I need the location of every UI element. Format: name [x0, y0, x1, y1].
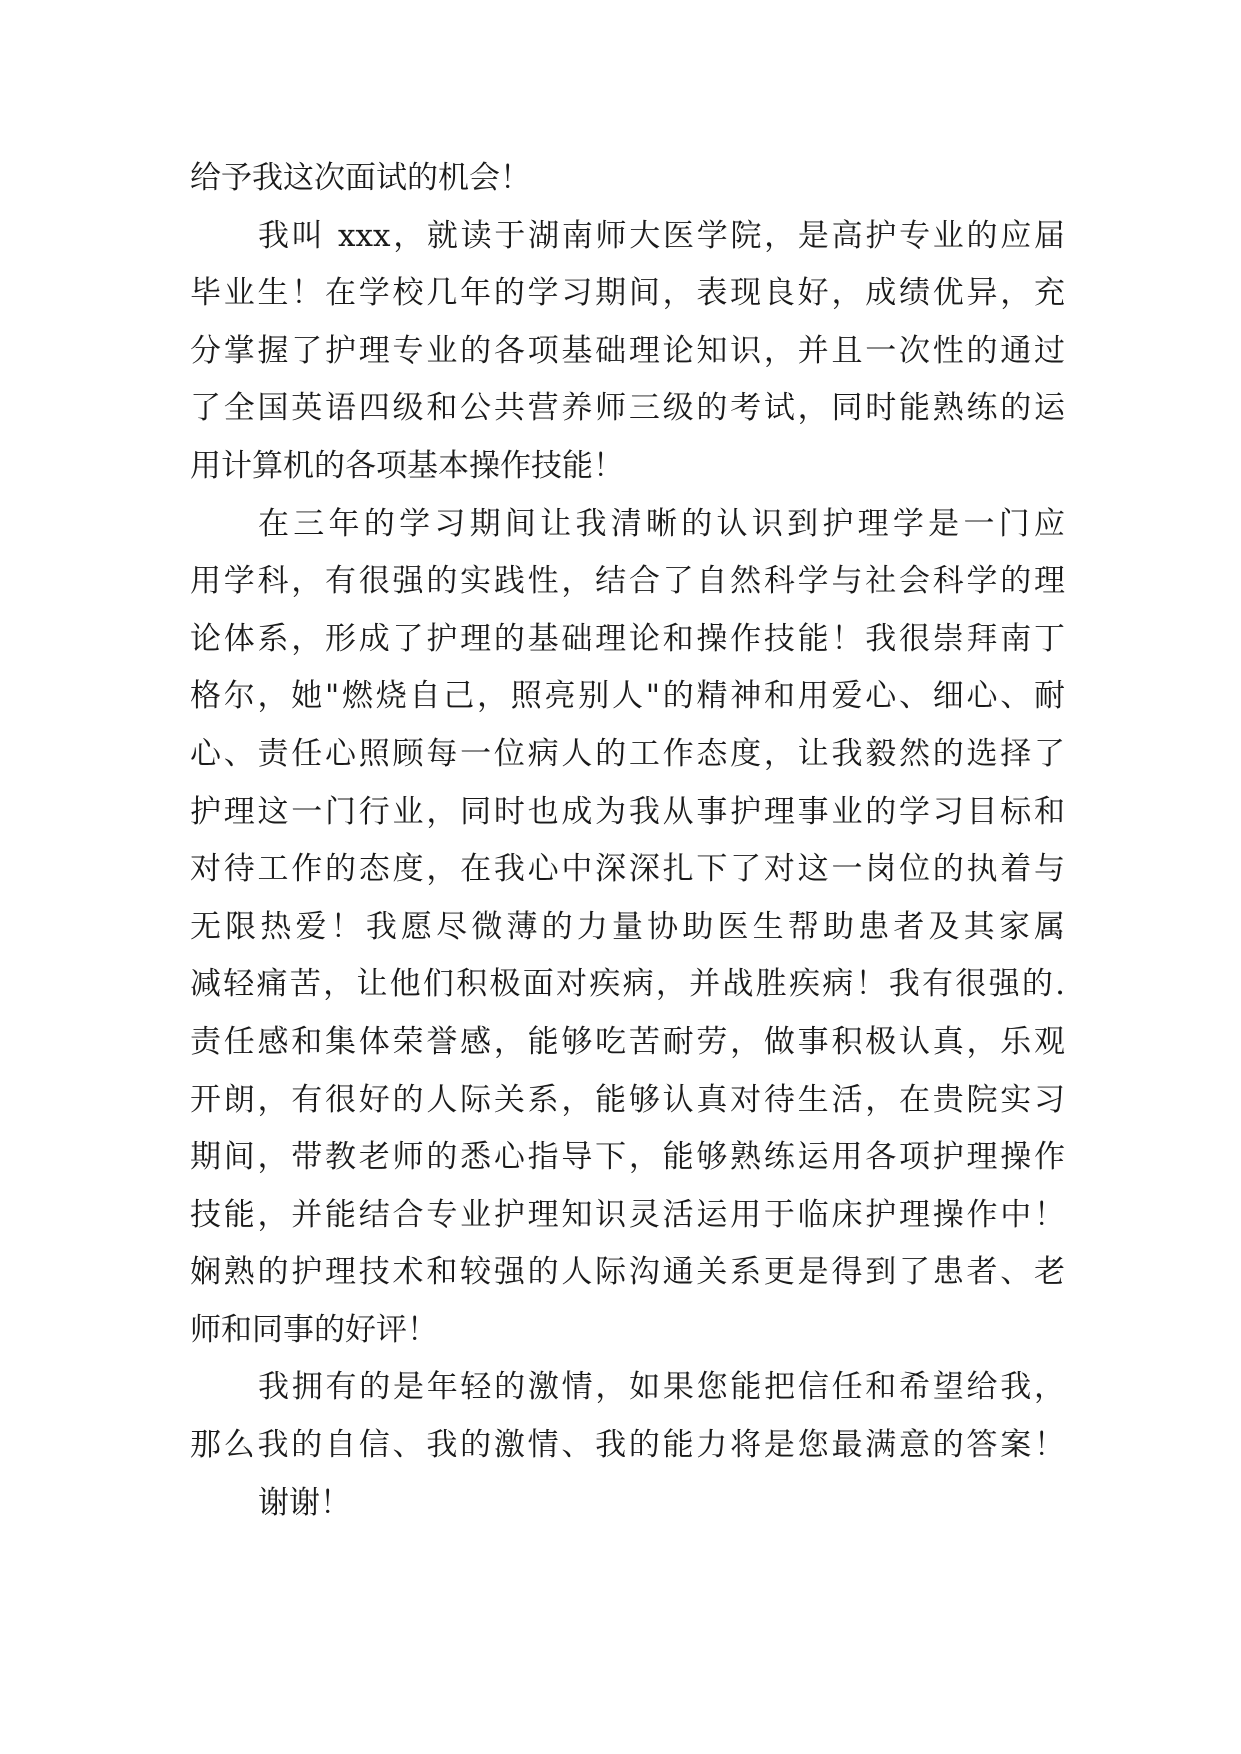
text-line: 无限热爱！我愿尽微薄的力量协助医生帮助患者及其家属	[190, 908, 1065, 945]
text-line: 期间，带教老师的悉心指导下，能够熟练运用各项护理操作	[190, 1139, 1065, 1176]
text-line: 心、责任心照顾每一位病人的工作态度，让我毅然的选择了	[190, 735, 1065, 772]
text-line: 师和同事的好评！	[190, 1311, 438, 1348]
text-line: 格尔，她"燃烧自己，照亮别人"的精神和用爱心、细心、耐	[190, 678, 1065, 715]
text-line: 论体系，形成了护理的基础理论和操作技能！我很崇拜南丁	[190, 620, 1065, 657]
paragraph-start-line: 我拥有的是年轻的激情，如果您能把信任和希望给我，	[258, 1369, 1065, 1406]
text-line: 用计算机的各项基本操作技能！	[190, 447, 624, 484]
text-line: 开朗，有很好的人际关系，能够认真对待生活，在贵院实习	[190, 1081, 1065, 1118]
closing-line: 谢谢！	[258, 1484, 351, 1521]
text-line: 了全国英语四级和公共营养师三级的考试，同时能熟练的运	[190, 390, 1065, 427]
paragraph-start-line: 我叫 xxx，就读于湖南师大医学院，是高护专业的应届	[258, 217, 1065, 254]
text-line: 护理这一门行业，同时也成为我从事护理事业的学习目标和	[190, 793, 1065, 830]
text-line: 责任感和集体荣誉感，能够吃苦耐劳，做事积极认真，乐观	[190, 1023, 1065, 1060]
text-line: 娴熟的护理技术和较强的人际沟通关系更是得到了患者、老	[190, 1254, 1065, 1291]
text-line: 给予我这次面试的机会！	[190, 160, 531, 196]
text-line: 分掌握了护理专业的各项基础理论知识，并且一次性的通过	[190, 332, 1065, 369]
text-line: 毕业生！在学校几年的学习期间，表现良好，成绩优异，充	[190, 275, 1065, 312]
text-line: 减轻痛苦，让他们积极面对疾病，并战胜疾病！我有很强的.	[190, 966, 1065, 1003]
text-line: 对待工作的态度，在我心中深深扎下了对这一岗位的执着与	[190, 851, 1065, 888]
text-line: 用学科，有很强的实践性，结合了自然科学与社会科学的理	[190, 563, 1065, 600]
text-line: 那么我的自信、我的激情、我的能力将是您最满意的答案！	[190, 1427, 1065, 1464]
text-line: 技能，并能结合专业护理知识灵活运用于临床护理操作中！	[190, 1196, 1065, 1233]
paragraph-start-line: 在三年的学习期间让我清晰的认识到护理学是一门应	[258, 505, 1065, 542]
letter-body	[190, 150, 1065, 1532]
